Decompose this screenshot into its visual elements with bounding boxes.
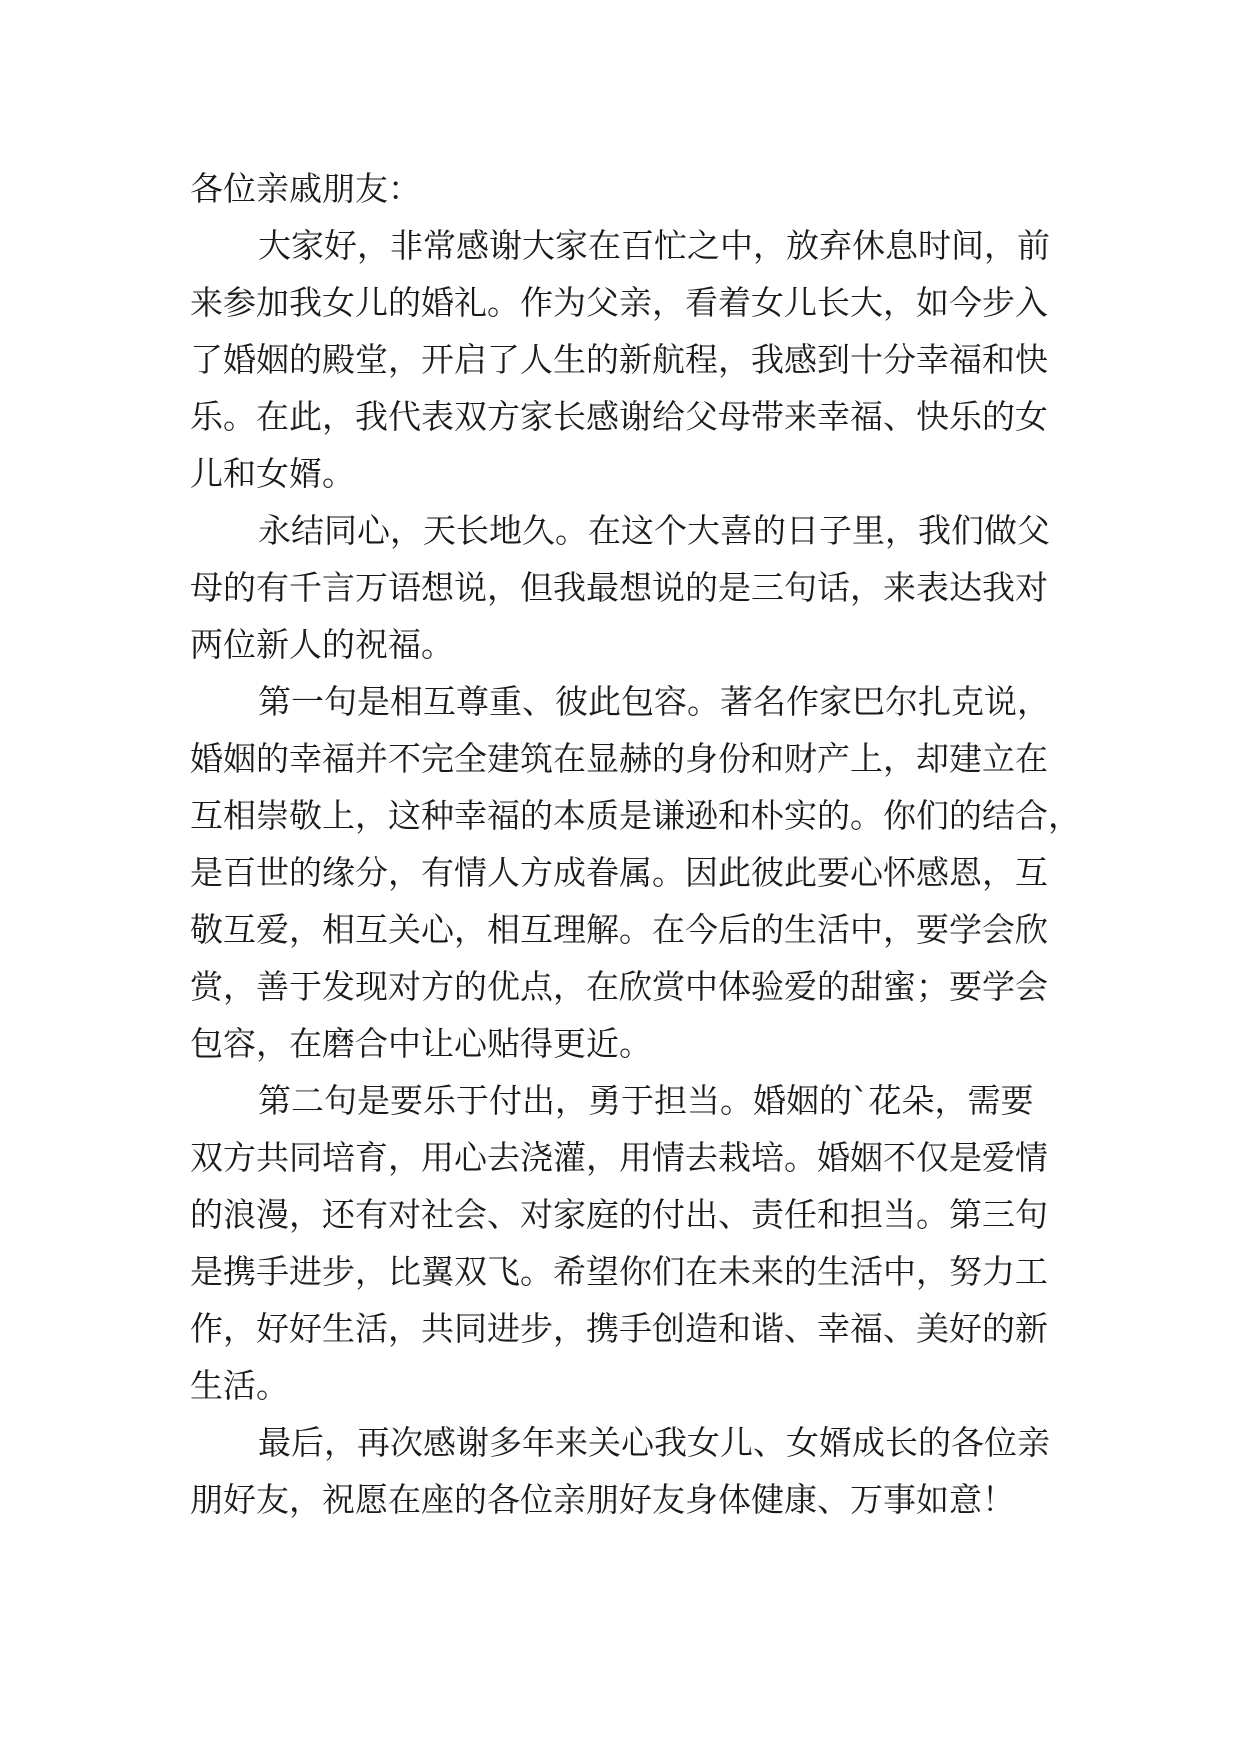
paragraph-line: 的浪漫，还有对社会、对家庭的付出、责任和担当。第三句 (190, 1195, 1048, 1234)
paragraph-line: 乐。在此，我代表双方家长感谢给父母带来幸福、快乐的女 (190, 397, 1048, 436)
paragraph-line: 包容，在磨合中让心贴得更近。 (190, 1024, 652, 1063)
paragraph-line: 是百世的缘分，有情人方成眷属。因此彼此要心怀感恩，互 (190, 853, 1048, 892)
paragraph-line: 来参加我女儿的婚礼。作为父亲，看着女儿长大，如今步入 (190, 283, 1048, 322)
paragraph-line: 双方共同培育，用心去浇灌，用情去栽培。婚姻不仅是爱情 (190, 1138, 1048, 1177)
paragraph-line: 两位新人的祝福。 (190, 625, 454, 664)
paragraph-closing (190, 1414, 1050, 1528)
paragraph-line: 互相崇敬上，这种幸福的本质是谦逊和朴实的。你们的结合， (190, 796, 1081, 835)
paragraph-line: 第二句是要乐于付出，勇于担当。婚姻的`花朵，需要 (258, 1081, 1034, 1120)
paragraph-greeting (190, 217, 1050, 502)
paragraph-line: 最后，再次感谢多年来关心我女儿、女婿成长的各位亲 (258, 1423, 1050, 1462)
paragraph-line: 母的有千言万语想说，但我最想说的是三句话，来表达我对 (190, 568, 1048, 607)
paragraph-line: 赏，善于发现对方的优点，在欣赏中体验爱的甜蜜；要学会 (190, 967, 1048, 1006)
paragraph-second-wish (190, 1072, 1050, 1414)
paragraph-line: 生活。 (190, 1366, 289, 1405)
paragraph-first-wish (190, 673, 1081, 1072)
paragraph-line: 了婚姻的殿堂，开启了人生的新航程，我感到十分幸福和快 (190, 340, 1048, 379)
paragraph-line: 是携手进步，比翼双飞。希望你们在未来的生活中，努力工 (190, 1252, 1048, 1291)
paragraph-line: 永结同心，天长地久。在这个大喜的日子里，我们做父 (258, 511, 1050, 550)
paragraph-line: 儿和女婿。 (190, 454, 355, 493)
paragraph-line: 敬互爱，相互关心，相互理解。在今后的生活中，要学会欣 (190, 910, 1048, 949)
paragraph-line: 婚姻的幸福并不完全建筑在显赫的身份和财产上，却建立在 (190, 739, 1048, 778)
salutation: 各位亲戚朋友： (190, 169, 421, 208)
document-page (190, 160, 1081, 1528)
paragraph-line: 作，好好生活，共同进步，携手创造和谐、幸福、美好的新 (190, 1309, 1048, 1348)
paragraph-line: 朋好友，祝愿在座的各位亲朋好友身体健康、万事如意！ (190, 1480, 1015, 1519)
paragraph-wishes-intro (190, 502, 1050, 673)
paragraph-line: 大家好，非常感谢大家在百忙之中，放弃休息时间，前 (258, 226, 1050, 265)
paragraph-line: 第一句是相互尊重、彼此包容。著名作家巴尔扎克说， (258, 682, 1050, 721)
